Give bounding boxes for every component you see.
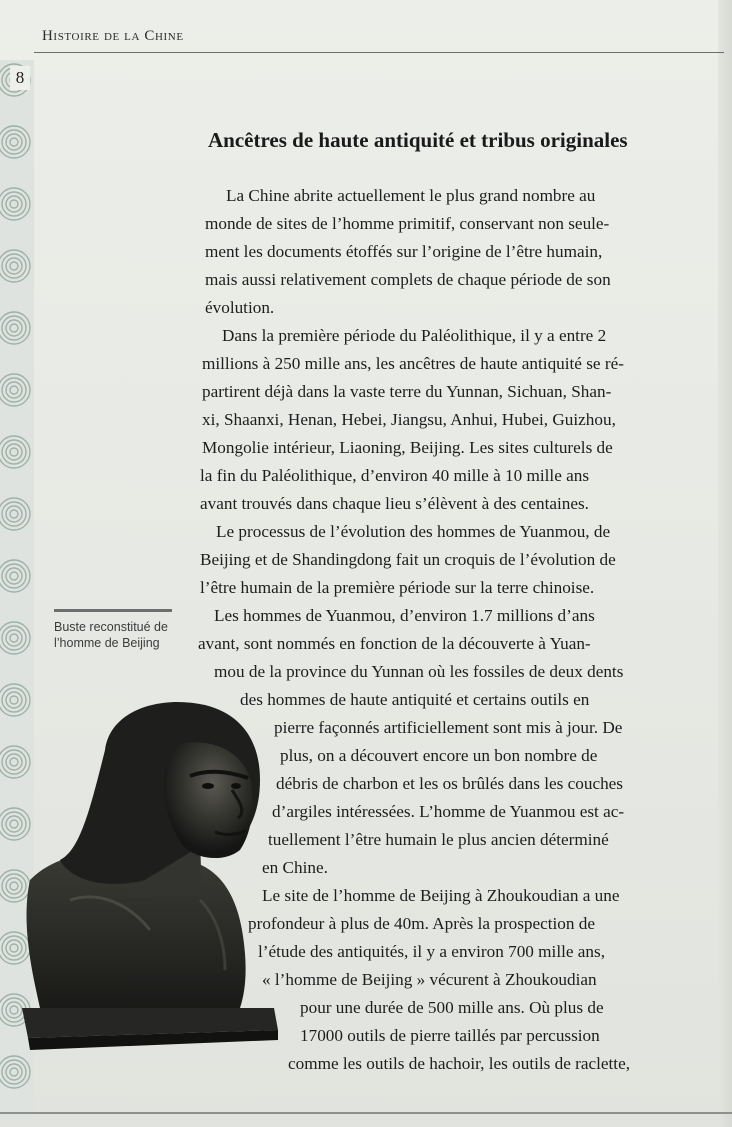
body-line: comme les outils de hachoir, les outils de raclette, (288, 1054, 631, 1073)
body-line: « l’homme de Beijing » vécurent à Zhoukoudian (262, 970, 597, 989)
body-line: d’argiles intéressées. L’homme de Yuanmou est ac- (272, 802, 625, 821)
bust-sculpture-icon (10, 690, 290, 1070)
body-line: tuellement l’être humain le plus ancien déterminé (268, 830, 609, 849)
figure-caption: Buste reconstitué de l’homme de Beijing (54, 620, 168, 650)
header-rule (34, 52, 724, 53)
body-line: avant, sont nommés en fonction de la découverte à Yuan- (198, 634, 591, 653)
body-line: Le processus de l’évolution des hommes de Yuanmou, de (216, 522, 611, 541)
body-line: La Chine abrite actuellement le plus grand nombre au (226, 186, 596, 205)
body-line: l’étude des antiquités, il y a environ 700 mille ans, (258, 942, 606, 961)
body-line: partirent déjà dans la vaste terre du Yunnan, Sichuan, Shan- (202, 382, 612, 401)
body-line: xi, Shaanxi, Henan, Hebei, Jiangsu, Anhui, Hubei, Guizhou, (202, 410, 616, 429)
page-edge (718, 0, 732, 1127)
body-line: ment les documents étoffés sur l’origine de l’être humain, (205, 242, 603, 261)
body-line: des hommes de haute antiquité et certains outils en (240, 690, 590, 709)
body-line: millions à 250 mille ans, les ancêtres de haute antiquité se ré- (202, 354, 624, 373)
running-title: Histoire de la Chine (42, 28, 184, 44)
caption-rule (54, 609, 172, 612)
body-line: plus, on a découvert encore un bon nombre de (280, 746, 598, 765)
section-title: Ancêtres de haute antiquité et tribus originales (208, 128, 628, 152)
body-line: mais aussi relativement complets de chaque période de son (205, 270, 611, 289)
body-line: pour une durée de 500 mille ans. Où plus de (300, 998, 604, 1017)
body-line: mou de la province du Yunnan où les fossiles de deux dents (214, 662, 624, 681)
body-line: Beijing et de Shandingdong fait un croquis de l’évolution de (200, 550, 616, 569)
body-line: Les hommes de Yuanmou, d’environ 1.7 millions d’ans (214, 606, 595, 625)
body-line: en Chine. (262, 858, 328, 877)
page-number: 8 (10, 66, 30, 90)
body-line: débris de charbon et les os brûlés dans les couches (276, 774, 623, 793)
body-line: monde de sites de l’homme primitif, conservant non seule- (205, 214, 610, 233)
body-line: Mongolie intérieur, Liaoning, Beijing. Les sites culturels de (202, 438, 613, 457)
body-line: pierre façonnés artificiellement sont mis à jour. De (274, 718, 623, 737)
body-line: 17000 outils de pierre taillés par percussion (300, 1026, 600, 1045)
bust-photo (10, 690, 290, 1075)
body-line: l’être humain de la première période sur la terre chinoise. (200, 578, 595, 597)
body-line: évolution. (205, 298, 275, 317)
body-line: avant trouvés dans chaque lieu s’élèvent à des centaines. (200, 494, 589, 513)
footer-rule (0, 1112, 732, 1114)
body-line: la fin du Paléolithique, d’environ 40 mille à 10 mille ans (200, 466, 590, 485)
body-line: Le site de l’homme de Beijing à Zhoukoudian a une (262, 886, 620, 905)
body-line: profondeur à plus de 40m. Après la prospection de (248, 914, 596, 933)
body-line: Dans la première période du Paléolithique, il y a entre 2 (222, 326, 607, 345)
